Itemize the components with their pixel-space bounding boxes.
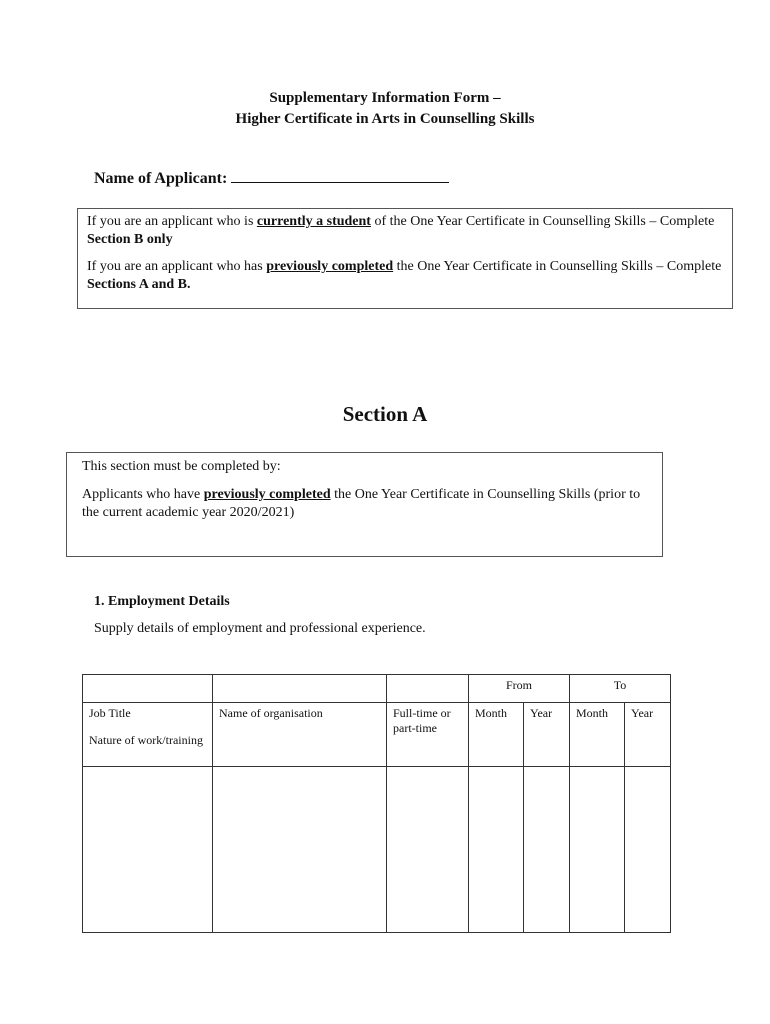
table-group-row (83, 675, 671, 703)
organisation-entry-cell[interactable] (213, 767, 387, 933)
employment-description: Supply details of employment and professional experience. (94, 621, 426, 636)
col-fulltime-header: Full-time or part-time (387, 703, 469, 767)
job-title-entry-cell[interactable] (83, 767, 213, 933)
table-row (83, 767, 671, 933)
col-to-year-header: Year (625, 703, 671, 767)
from-month-entry-cell[interactable] (469, 767, 524, 933)
applicant-name-label: Name of Applicant: (94, 170, 228, 187)
from-year-entry-cell[interactable] (524, 767, 570, 933)
col-job-title-header: Job Title Nature of work/training (83, 703, 213, 767)
fulltime-entry-cell[interactable] (387, 767, 469, 933)
form-title-line2: Higher Certificate in Arts in Counselling Skills (235, 111, 535, 127)
instructions-box (77, 208, 733, 309)
form-title (0, 88, 770, 130)
form-title-line1: Supplementary Information Form – (269, 90, 501, 106)
applicant-name-row (94, 168, 449, 188)
group-from-header: From (469, 675, 570, 703)
table-header-row (83, 703, 671, 767)
employment-heading: 1. Employment Details (94, 594, 230, 609)
col-to-month-header: Month (570, 703, 625, 767)
section-a-eligibility-box (66, 452, 663, 557)
to-month-entry-cell[interactable] (570, 767, 625, 933)
eligibility-criteria: Applicants who have previously completed the One Year Certificate in Counselling Skills (prior to the current academic year 2020/2021) (82, 487, 641, 520)
instruction-current-student: If you are an applicant who is currently a student of the One Year Certificate in Counselling Skills – Complete Section B only (87, 214, 715, 247)
col-from-month-header: Month (469, 703, 524, 767)
table-cell (83, 675, 213, 703)
col-from-year-header: Year (524, 703, 570, 767)
table-cell (387, 675, 469, 703)
col-organisation-header: Name of organisation (213, 703, 387, 767)
to-year-entry-cell[interactable] (625, 767, 671, 933)
eligibility-intro: This section must be completed by: (82, 459, 281, 474)
employment-table (82, 674, 671, 933)
group-to-header: To (570, 675, 671, 703)
section-a-heading: Section A (342, 402, 428, 426)
table-cell (213, 675, 387, 703)
instruction-previously-completed: If you are an applicant who has previously completed the One Year Certificate in Counselling Skills – Complete Sections A and B. (87, 259, 722, 292)
applicant-name-field[interactable] (231, 168, 449, 183)
